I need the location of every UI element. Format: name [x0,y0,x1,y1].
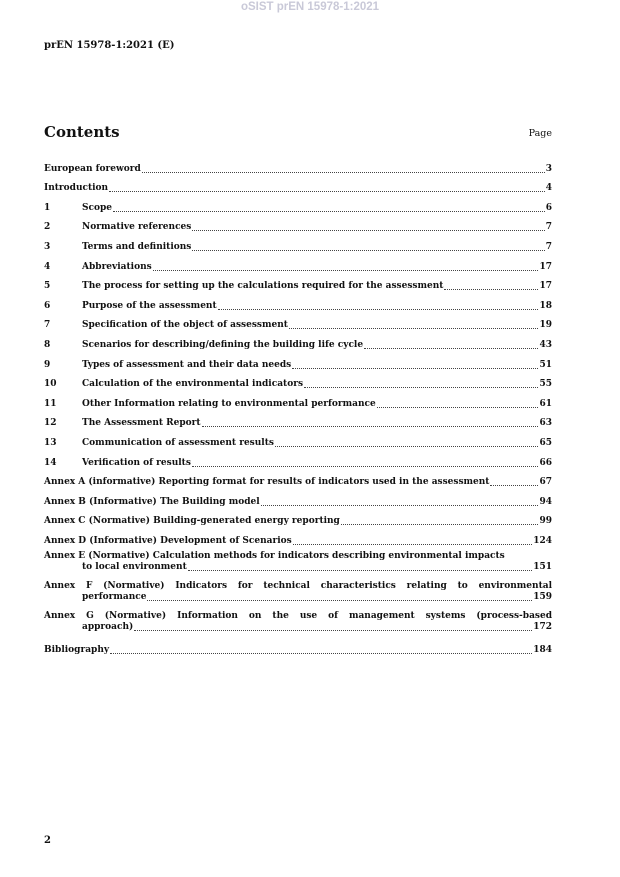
toc-entry-title: Verification of results [82,457,191,468]
toc-entry-page: 6 [545,202,552,213]
watermark: oSIST prEN 15978-1:2021 [240,1,380,13]
dot-leader [341,524,539,525]
dot-leader [490,485,538,486]
toc-entry-title: Annex D (Informative) Development of Scenarios [44,535,292,546]
toc-entry[interactable] [44,390,552,410]
toc-entry-title-cont: performance [82,591,147,602]
toc-entry-page: 61 [539,398,552,409]
toc-entry-page: 55 [539,379,552,390]
toc-entry-annex-f[interactable] [44,577,552,603]
toc-entry-page: 65 [539,437,552,448]
toc-entry-page: 43 [539,339,552,350]
dot-leader [275,446,539,447]
toc-entry-page: 17 [539,261,552,272]
toc-entry-title: Abbreviations [82,261,152,272]
toc-entry-title: European foreword [44,163,141,174]
toc-entry-number: 1 [44,202,51,213]
toc-entry-title: Scope [82,202,113,213]
toc-entry-number: 13 [44,437,57,448]
toc-entry-number: 8 [44,339,51,350]
toc-entry-title: Types of assessment and their data needs [82,359,292,370]
toc-entry[interactable] [44,175,552,195]
toc-entry[interactable] [44,155,552,175]
dot-leader [202,426,539,427]
dot-leader [188,570,532,571]
toc-entry-number: 14 [44,457,57,468]
toc-entry-page: 66 [539,457,552,468]
toc-entry-page: 67 [539,477,552,488]
toc-entry-title: Annex F (Normative) Indicators for technical characteristics relating to environmental [44,580,552,591]
toc-entry[interactable] [44,371,552,391]
toc-entry-page: 4 [545,183,552,194]
dot-leader [192,250,544,251]
dot-leader [377,407,539,408]
toc-entry-page: 184 [533,645,552,656]
toc-entry-title: Bibliography [44,645,110,656]
toc-entry-number: 5 [44,281,51,292]
toc-entry-title: Annex E (Normative) Calculation methods for indicators describing environmental impacts [44,550,505,561]
toc-entry[interactable] [44,233,552,253]
toc-entry[interactable] [44,508,552,528]
toc-entry-page: 3 [545,163,552,174]
toc-entry-title: Normative references [82,222,192,233]
dot-leader [153,270,539,271]
toc-entry[interactable] [44,331,552,351]
dot-leader [109,191,545,192]
toc-entry-number: 6 [44,300,51,311]
toc-entry-title: Annex C (Normative) Building-generated energy reporting [44,516,340,527]
toc-entry-number: 11 [44,398,57,409]
dot-leader [261,505,539,506]
table-of-contents [44,155,552,656]
dot-leader [292,368,538,369]
toc-entry[interactable] [44,488,552,508]
toc-entry-page: 63 [539,418,552,429]
toc-entry-page: 159 [533,591,552,602]
toc-entry-title: Purpose of the assessment [82,300,217,311]
toc-entry-title: Specification of the object of assessment [82,320,288,331]
toc-entry[interactable] [44,253,552,273]
toc-entry-title-cont: to local environment [82,561,187,572]
page-column-label: Page [528,128,552,139]
document-id: prEN 15978-1:2021 (E) [44,40,175,51]
toc-entry-title: Communication of assessment results [82,437,274,448]
toc-entry-page: 7 [545,241,552,252]
toc-entry-number: 7 [44,320,51,331]
toc-entry[interactable] [44,292,552,312]
dot-leader [364,348,538,349]
toc-entry[interactable] [44,312,552,332]
toc-entry-annex-g[interactable] [44,607,552,633]
contents-title: Contents [44,123,120,141]
dot-leader [110,653,532,654]
dot-leader [289,328,539,329]
toc-entry[interactable] [44,194,552,214]
toc-entry[interactable] [44,469,552,489]
dot-leader [113,211,545,212]
toc-entry-page: 172 [533,621,552,632]
toc-entry-page: 17 [539,281,552,292]
toc-entry-number: 9 [44,359,51,370]
toc-entry-title: Scenarios for describing/defining the building life cycle [82,339,364,350]
dot-leader [147,600,532,601]
toc-entry[interactable] [44,527,552,547]
toc-entry-page: 151 [533,561,552,572]
toc-entry-page: 18 [539,300,552,311]
dot-leader [142,172,545,173]
toc-entry-number: 4 [44,261,51,272]
toc-entry-bibliography[interactable] [44,637,552,657]
toc-entry-number: 3 [44,241,51,252]
toc-entry[interactable] [44,449,552,469]
dot-leader [293,544,532,545]
toc-entry-page: 7 [545,222,552,233]
toc-entry-title: Annex A (informative) Reporting format for results of indicators used in the assessment [44,477,490,488]
toc-entry-title: Annex B (Informative) The Building model [44,496,260,507]
toc-entry-title: Terms and definitions [82,241,192,252]
toc-entry[interactable] [44,214,552,234]
toc-entry-title: Annex G (Normative) Information on the use of management systems (process-based [44,610,552,621]
dot-leader [444,289,538,290]
toc-entry-annex-e[interactable] [44,547,552,573]
toc-entry[interactable] [44,429,552,449]
toc-entry-title: Other Information relating to environmental performance [82,398,376,409]
toc-entry-title: The process for setting up the calculations required for the assessment [82,281,444,292]
toc-entry-page: 94 [539,496,552,507]
dot-leader [192,466,539,467]
toc-entry[interactable] [44,273,552,293]
toc-entry-title: The Assessment Report [82,418,201,429]
dot-leader [134,630,532,631]
toc-entry-page: 51 [539,359,552,370]
toc-entry-page: 99 [539,516,552,527]
dot-leader [218,309,539,310]
toc-entry-page: 19 [539,320,552,331]
page-number: 2 [44,835,51,846]
toc-entry-page: 124 [533,535,552,546]
toc-entry[interactable] [44,351,552,371]
toc-entry-number: 10 [44,379,57,390]
toc-entry-title-cont: approach) [82,621,134,632]
toc-entry-title: Calculation of the environmental indicators [82,379,304,390]
toc-entry-title: Introduction [44,183,109,194]
toc-entry-number: 2 [44,222,51,233]
toc-entry[interactable] [44,410,552,430]
dot-leader [304,387,538,388]
toc-entry-number: 12 [44,418,57,429]
dot-leader [192,230,544,231]
